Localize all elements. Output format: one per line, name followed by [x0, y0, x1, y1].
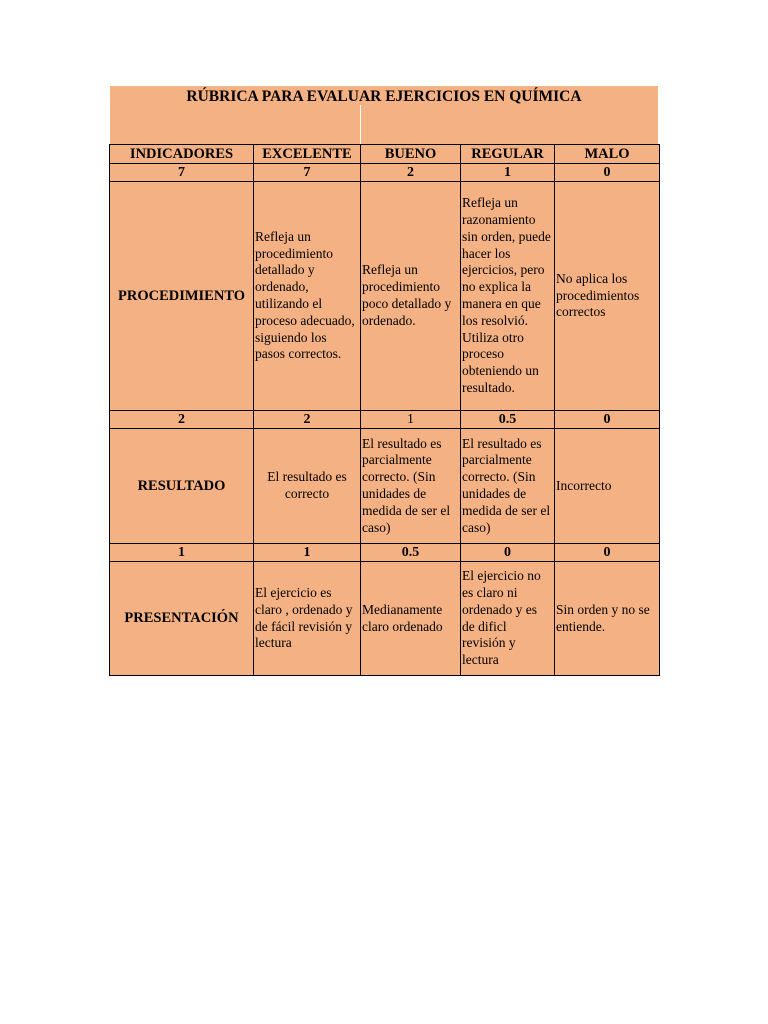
- desc-regular: El ejercicio no es claro ni ordenado y es de dificl revisión y lectura: [461, 562, 555, 676]
- score-regular: 0.5: [461, 411, 555, 429]
- rubric-title: RÚBRICA PARA EVALUAR EJERCICIOS EN QUÍMICA: [186, 88, 582, 105]
- header-bueno: BUENO: [361, 145, 461, 164]
- title-divider: [360, 105, 361, 144]
- header-regular: REGULAR: [461, 145, 555, 164]
- desc-excelente: El resultado es correcto: [254, 429, 361, 544]
- indicator-procedimiento: PROCEDIMIENTO: [110, 182, 254, 411]
- score-row-resultado: [110, 411, 660, 429]
- score-regular: 0: [461, 544, 555, 562]
- score-malo: 0: [555, 411, 660, 429]
- indicator-presentacion: PRESENTACIÓN: [110, 562, 254, 676]
- indicator-resultado: RESULTADO: [110, 429, 254, 544]
- score-excelente: 2: [254, 411, 361, 429]
- rubric-table: [109, 144, 660, 676]
- header-indicadores: INDICADORES: [110, 145, 254, 164]
- score-excelente: 7: [254, 164, 361, 182]
- header-row: [110, 145, 660, 164]
- score-indicator: 2: [110, 411, 254, 429]
- desc-excelente: Refleja un procedimiento detallado y ordenado, utilizando el proceso adecuado, siguiendo los pasos correctos.: [254, 182, 361, 411]
- desc-regular: Refleja un razonamiento sin orden, puede hacer los ejercicios, pero no explica la manera en que los resolvió. Utiliza otro proceso obteniendo un resultado.: [461, 182, 555, 411]
- score-indicator: 1: [110, 544, 254, 562]
- desc-bueno: Medianamente claro ordenado: [361, 562, 461, 676]
- criteria-row-presentacion: [110, 562, 660, 676]
- score-malo: 0: [555, 164, 660, 182]
- desc-malo: Incorrecto: [555, 429, 660, 544]
- score-malo: 0: [555, 544, 660, 562]
- score-bueno: 0.5: [361, 544, 461, 562]
- title-banner: [110, 86, 658, 144]
- desc-regular: El resultado es parcialmente correcto. (Sin unidades de medida de ser el caso): [461, 429, 555, 544]
- desc-bueno: Refleja un procedimiento poco detallado y ordenado.: [361, 182, 461, 411]
- desc-malo: No aplica los procedimientos correctos: [555, 182, 660, 411]
- criteria-row-resultado: [110, 429, 660, 544]
- score-excelente: 1: [254, 544, 361, 562]
- score-row-procedimiento: [110, 164, 660, 182]
- desc-malo: Sin orden y no se entiende.: [555, 562, 660, 676]
- score-regular: 1: [461, 164, 555, 182]
- score-bueno: 2: [361, 164, 461, 182]
- score-row-presentacion: [110, 544, 660, 562]
- score-bueno: 1: [361, 411, 461, 429]
- header-malo: MALO: [555, 145, 660, 164]
- criteria-row-procedimiento: [110, 182, 660, 411]
- header-excelente: EXCELENTE: [254, 145, 361, 164]
- desc-bueno: El resultado es parcialmente correcto. (Sin unidades de medida de ser el caso): [361, 429, 461, 544]
- score-indicator: 7: [110, 164, 254, 182]
- desc-excelente: El ejercicio es claro , ordenado y de fácil revisión y lectura: [254, 562, 361, 676]
